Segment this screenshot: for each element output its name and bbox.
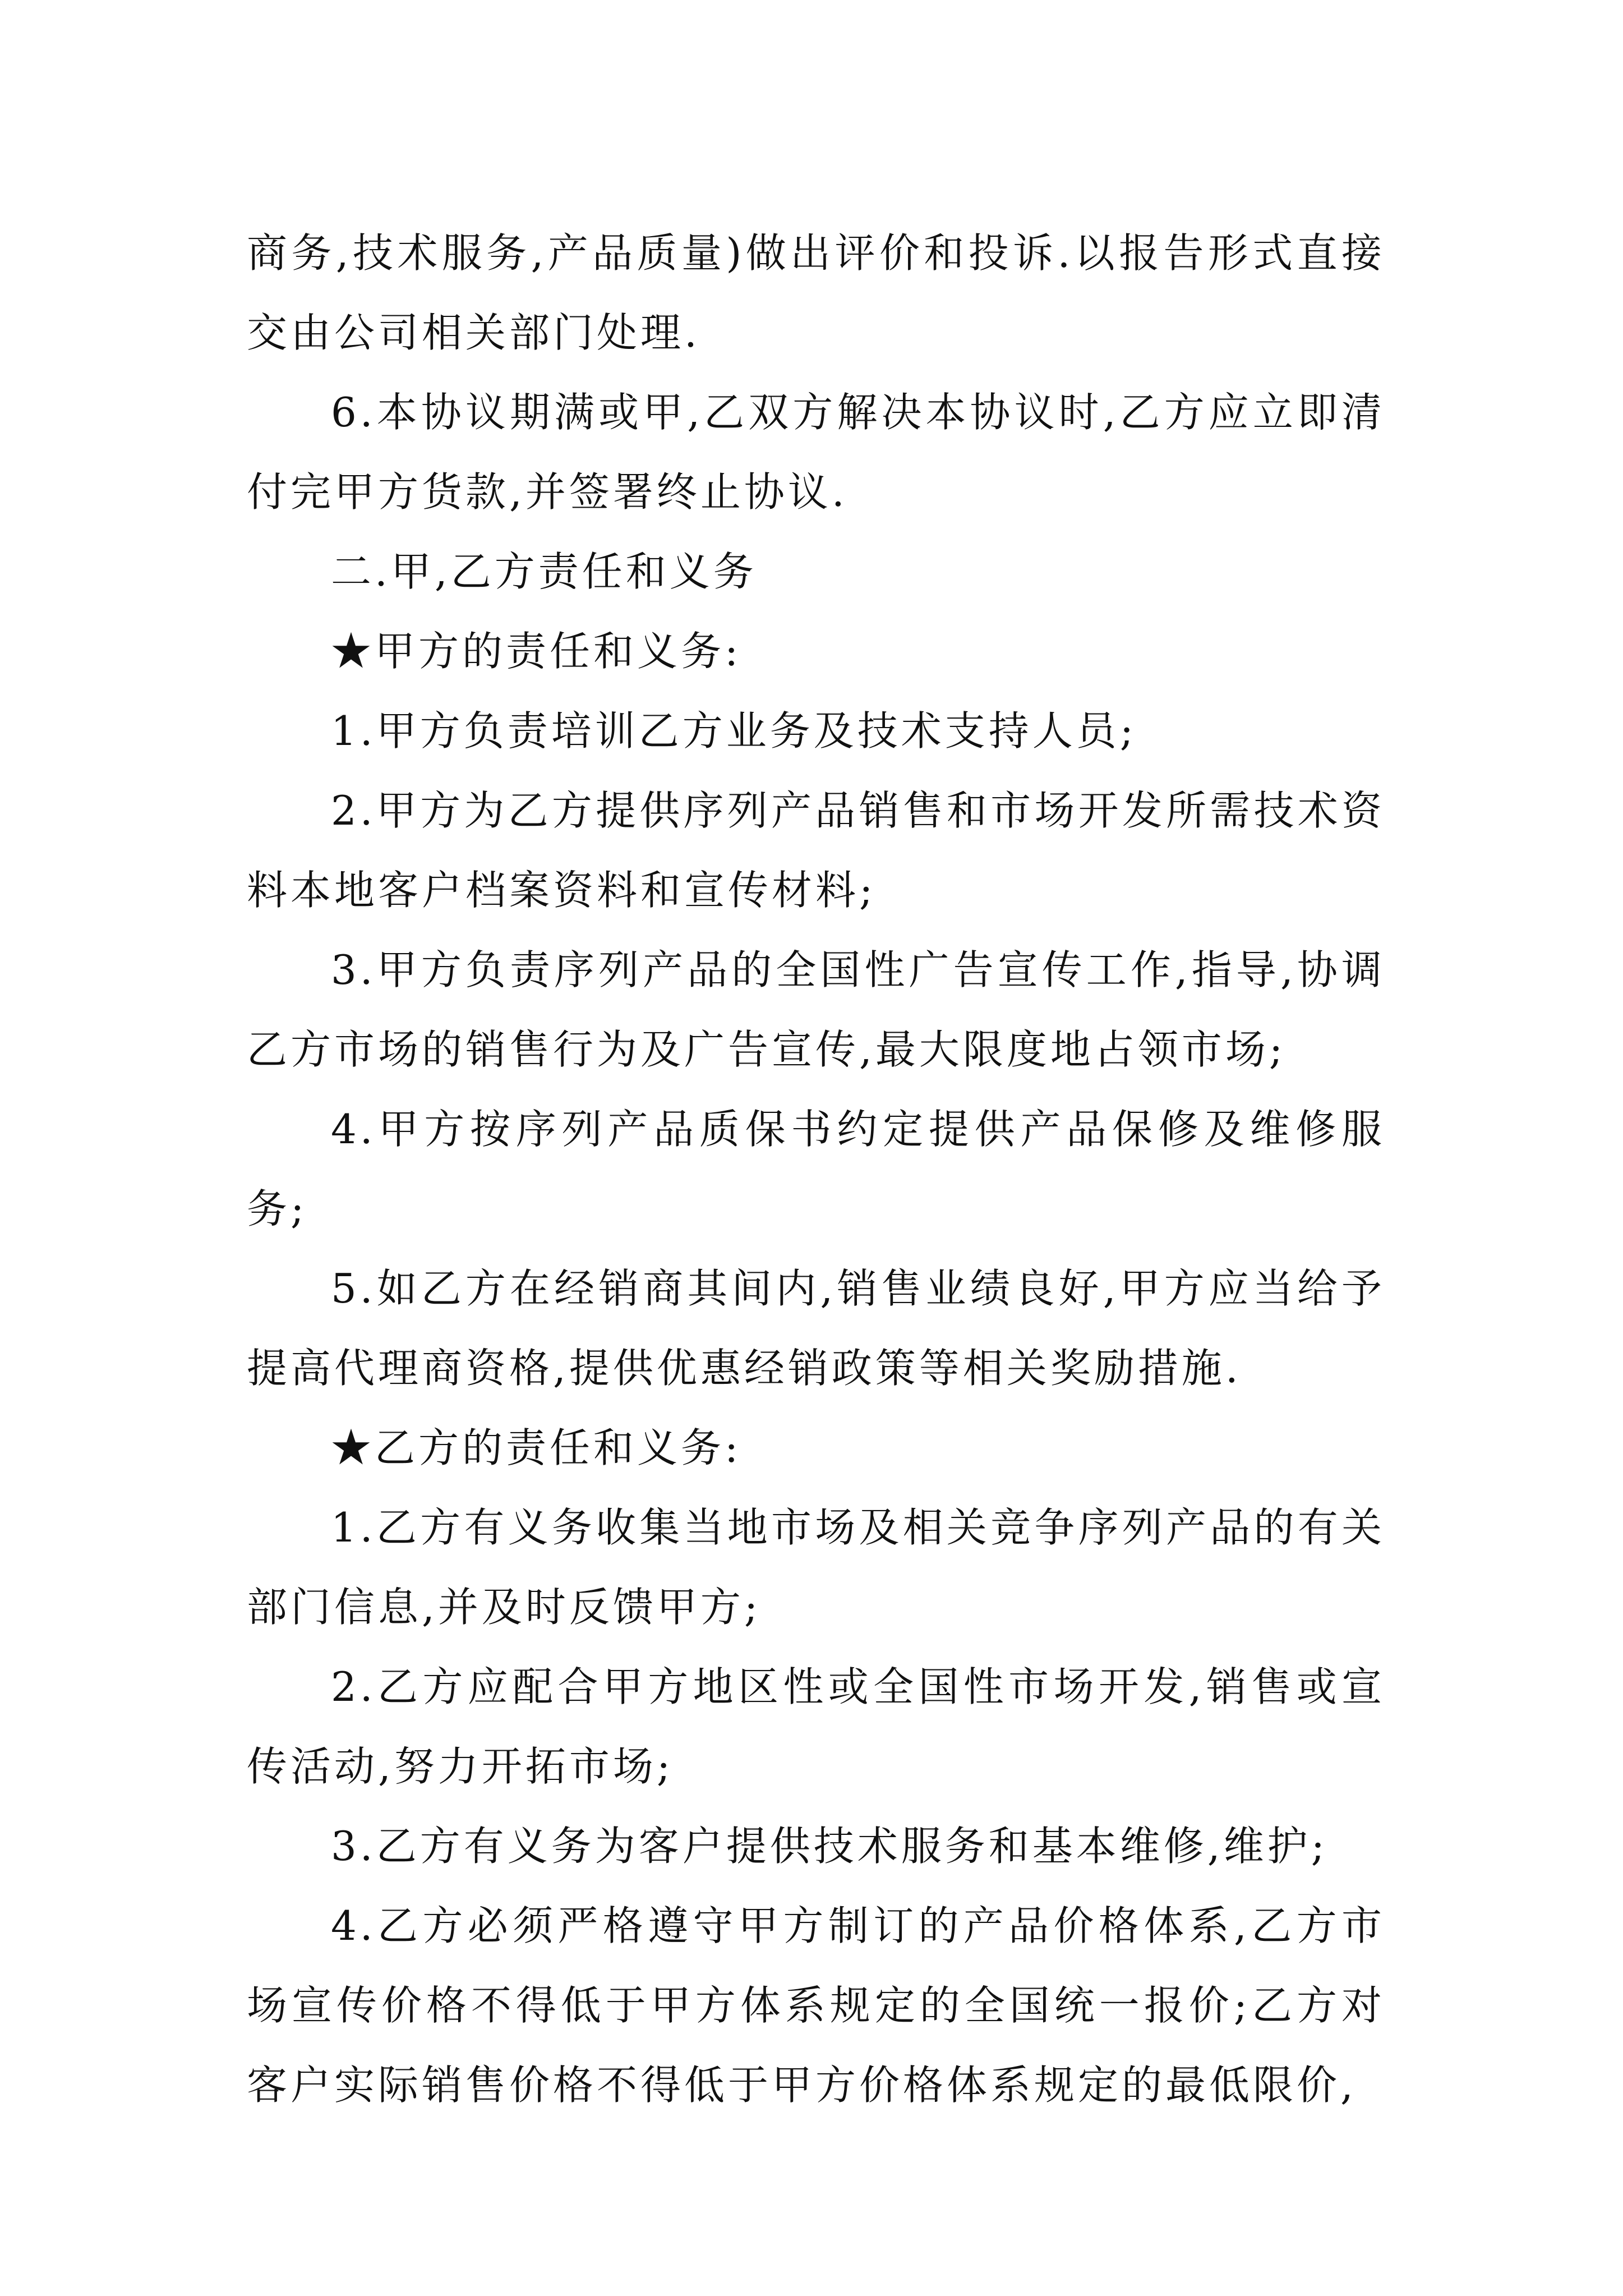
paragraph-clause-6: 6.本协议期满或甲,乙双方解决本协议时,乙方应立即清付完甲方货款,并签署终止协议. xyxy=(247,389,1385,516)
paragraph-continuation: 商务,技术服务,产品质量)做出评价和投诉.以报告形式直接交由公司相关部门处理. xyxy=(247,229,1385,356)
party-b-item-1: 1.乙方有义务收集当地市场及相关竞争序列产品的有关部门信息,并及时反馈甲方; xyxy=(247,1504,1385,1631)
party-a-item-1: 1.甲方负责培训乙方业务及技术支持人员; xyxy=(331,707,1137,754)
party-a-item-5: 5.如乙方在经销商其间内,销售业绩良好,甲方应当给予提高代理商资格,提供优惠经销政策等相关奖励措施. xyxy=(247,1265,1385,1392)
party-b-item-3: 3.乙方有义务为客户提供技术服务和基本维修,维护; xyxy=(331,1823,1328,1870)
document-body xyxy=(247,213,1385,2125)
party-b-item-4: 4.乙方必须严格遵守甲方制订的产品价格体系,乙方市场宣传价格不得低于甲方体系规定的全国统一报价;乙方对客户实际销售价格不得低于甲方价格体系规定的最低限价, xyxy=(247,1902,1385,2109)
subheading-party-b: ★乙方的责任和义务: xyxy=(331,1424,742,1471)
section-heading-responsibilities: 二.甲,乙方责任和义务 xyxy=(331,548,757,595)
party-a-item-4: 4.甲方按序列产品质保书约定提供产品保修及维修服务; xyxy=(247,1106,1385,1232)
party-b-item-2: 2.乙方应配合甲方地区性或全国性市场开发,销售或宣传活动,努力开拓市场; xyxy=(247,1663,1385,1790)
subheading-party-a: ★甲方的责任和义务: xyxy=(331,628,742,675)
party-a-item-2: 2.甲方为乙方提供序列产品销售和市场开发所需技术资料本地客户档案资料和宣传材料; xyxy=(247,787,1385,914)
party-a-item-3: 3.甲方负责序列产品的全国性广告宣传工作,指导,协调乙方市场的销售行为及广告宣传,最大限度地占领市场; xyxy=(247,946,1385,1073)
